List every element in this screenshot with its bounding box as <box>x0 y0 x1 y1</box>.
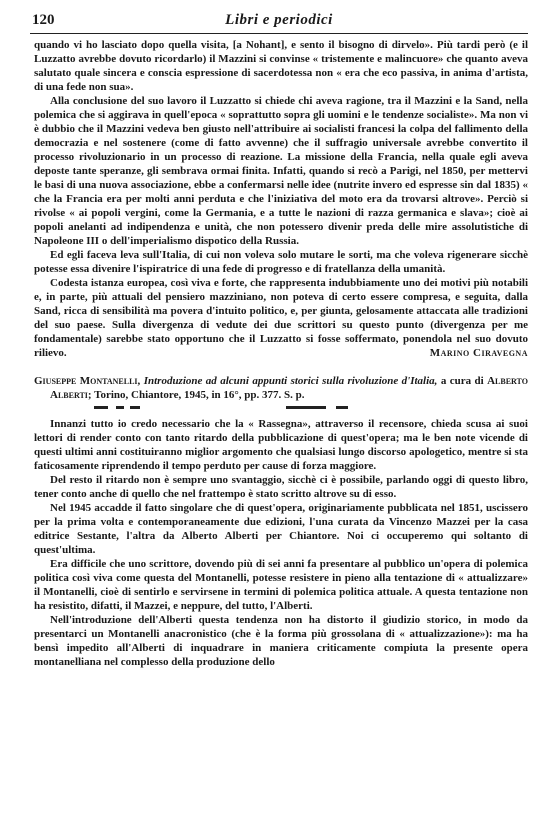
book-title: Introduzione ad alcuni appunti storici sulla rivoluzione d'Italia, <box>143 375 438 387</box>
review2-paragraph: Era difficile che uno scrittore, dovendo più di sei anni fa presentare al pubblico un'opera di polemica politica così viva come questa del Montanelli, potesse resistere in pieno alla tentazione di « attualizzare» il Montanelli, cioè di sentirlo e servirsene in termini di polemica politica attuale. A questa tentazione non ha resistito, difatti, il Mazzei, e neppure, del tutto, l'Alberti. <box>34 558 528 612</box>
review2-paragraph: Innanzi tutto io credo necessario che la « Rassegna», attraverso il recensore, chieda scusa ai suoi lettori di render conto con tanto ritardo della pubblicazione di quest'opera; ma le ben note vicende di questi ultimi anni costituiranno miglior argomento che qualsiasi lungo discorso apologetico, mentre si sta faticosamente riprendendo il tempo perduto per cause di forza maggiore. <box>34 418 528 472</box>
header-rule <box>30 33 528 34</box>
bibliographic-entry <box>34 374 528 402</box>
publication-details: Torino, Chiantore, 1945, in 16°, pp. 377. S. p. <box>94 389 305 401</box>
print-marks <box>34 403 528 413</box>
print-mark <box>94 406 108 409</box>
page-number: 120 <box>32 12 55 28</box>
editor-prefix: a cura di <box>440 375 484 387</box>
running-title: Libri e periodici <box>225 12 333 28</box>
print-mark <box>116 406 124 409</box>
review2-paragraph: Nell'introduzione dell'Alberti questa tendenza non ha distorto il giudizio storico, in modo da presentarci un Montanelli anacronistico (che è la forma più grossolana di « attualizzazione»): ma ha bensì impedito all'Alberti di inquadrare in maniera criticamente compiuta la presente opera montanelliana nel complesso della produzione dello <box>34 614 528 668</box>
review2-paragraph: Del resto il ritardo non è sempre uno svantaggio, sicchè ci è possibile, parlando oggi di questo libro, tener conto anche di quello che nel frattempo è stato scritto altrove su di esso. <box>34 474 528 500</box>
review1-paragraph: quando vi ho lasciato dopo quella visita, [a Nohant], e sento il bisogno di dirvelo». Più tardi però (e il Luzzatto avrebbe dovuto ricordarlo) il Mazzini si convinse « tristemente e malincuore» che quanto aveva salutato quale sincera e conscia espressione di sacerdotessa non « era che eco passiva, in anima d'artista, di una fede non sua». <box>34 39 528 93</box>
print-mark <box>286 406 326 409</box>
review1-paragraph: Alla conclusione del suo lavoro il Luzzatto si chiede chi aveva ragione, tra il Mazzini e la Sand, nella polemica che si aggirava in quell'epoca « soprattutto sopra gli uomini e le tendenze socialiste». Ma non vi è dubbio che il Mazzini vedeva ben giusto nell'attribuire ai socialisti francesi la colpa del fallimento della democrazia e nel sostenere (come di fatto avvenne) che il suffragio universale avrebbe convertito il processo rivoluzionario in un processo di reazione. La missione della Francia, nella quale egli aveva deposte tante speranze, gli sembrava ormai finita. Infatti, quando si recò a Parigi, nel 1850, per mettervi le basi di una nuova associazione, ebbe a confermarsi nelle idee (nutrite invero ed espresse sin dal 1835) « che la Francia era per molti anni perduta e che l'iniziativa del moto era da trovarsi altrove». Perciò si rivolse « ai popoli vergini, come la Germania, e a tutte le nazioni di razza germanica e slava»; cioè ai popoli anelanti ad indipendenza e unità, che non potessero divenir preda delle mire assolutistiche di Napoleone III o dell'imperialismo dispotico della Russia. <box>34 95 528 247</box>
review1-signature: Marino Ciravegna <box>429 347 528 359</box>
page-body <box>34 38 528 669</box>
print-mark <box>130 406 140 409</box>
print-mark <box>336 406 348 409</box>
review1-paragraph: Ed egli faceva leva sull'Italia, di cui non voleva solo mutare le sorti, ma che voleva rigenerare sicchè potesse essa divenire l'ispiratrice di una fede di progresso e di fratellanza della umanità. <box>34 249 528 275</box>
page-header <box>30 8 528 32</box>
review2-paragraph: Nel 1945 accadde il fatto singolare che di quest'opera, originariamente pubblicata nel 1851, uscissero per la prima volta e contemporaneamente due edizioni, l'una curata da Vincenzo Mazzei per la casa editrice Sestante, l'altra da Alberto Alberti per Chiantore. Noi ci occuperemo qui soltanto di quest'ultima. <box>34 502 528 556</box>
book-editor: Alberto Alberti; <box>50 375 528 401</box>
section-separator <box>34 360 528 374</box>
book-author: Giuseppe Montanelli, <box>34 375 141 387</box>
review1-paragraph: Codesta istanza europea, così viva e forte, che rappresenta indubbiamente uno dei motivi più notabili e, in parte, più attuali del pensiero mazziniano, non poteva di certo essere compresa, e seguita, dalla Sand, ricca di sensibilità ma povera d'intuito politico, e, per giunta, gelosamente attaccata alle tradizioni del suo paese. Sulla divergenza di vedute dei due scrittori su questo punto (divergenza per me fondamentale) sarebbe stato opportuno che il Luzzatto si fosse soffermato, ponendola nel suo dovuto rilievo. <box>34 277 528 359</box>
